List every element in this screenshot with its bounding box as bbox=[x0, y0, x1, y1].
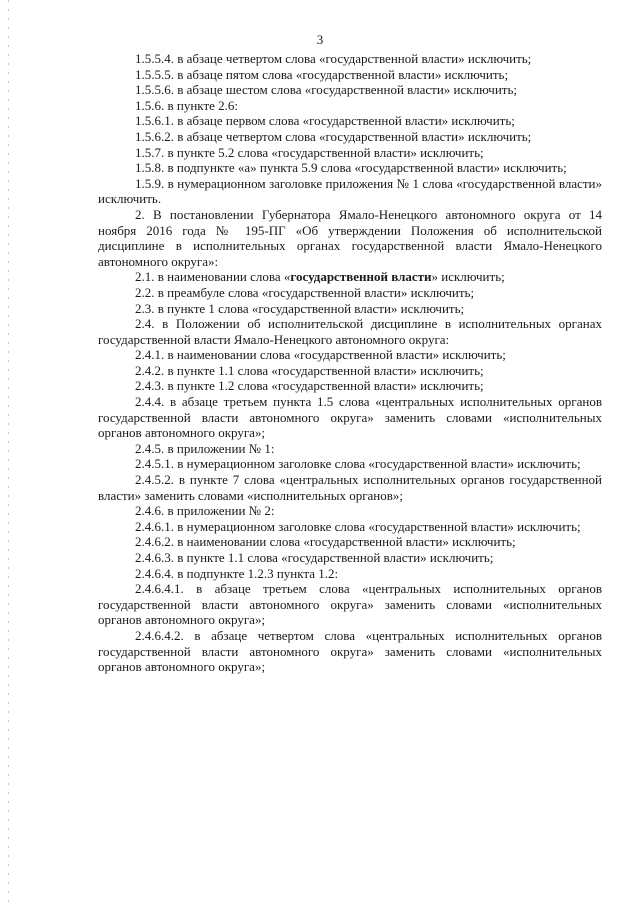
paragraph-2-1-tail: » исключить; bbox=[431, 269, 505, 285]
paragraph-1-5-5-4: 1.5.5.4. в абзаце четвертом слова «государственной власти» исключить; bbox=[135, 51, 532, 66]
paragraph-2-1-bold-phrase: государственной власти bbox=[290, 269, 432, 285]
paragraph-2-4-1: 2.4.1. в наименовании слова «государственной власти» исключить; bbox=[135, 347, 506, 363]
paragraph-2-4-6: 2.4.6. в приложении № 2: bbox=[135, 503, 275, 519]
paragraph-1-5-6: 1.5.6. в пункте 2.6: bbox=[135, 97, 239, 113]
paragraph-2-4-3: 2.4.3. в пункте 1.2 слова «государственной власти» исключить; bbox=[135, 378, 484, 394]
paragraph-1-5-9: 1.5.9. в нумерационном заголовке приложения № 1 слова «государственной власти» исключить. bbox=[98, 175, 602, 207]
paragraph-2-4-5: 2.4.5. в приложении № 1: bbox=[135, 440, 275, 456]
paragraph-2-4-4: 2.4.4. в абзаце третьем пункта 1.5 слова «центральных исполнительных органов государственной власти автономного округа» заменить словами «исполнительных органов автономного округа»; bbox=[98, 394, 602, 441]
paragraph-1-5-5-6: 1.5.5.6. в абзаце шестом слова «государственной власти» исключить; bbox=[135, 82, 518, 98]
paragraph-2-4-6-4-1: 2.4.6.4.1. в абзаце третьем слова «центральных исполнительных органов государственной власти автономного округа» заменить словами «исполнительных органов автономного округа»; bbox=[98, 581, 602, 628]
paragraph-2-1-lead: 2.1. в наименовании слова « bbox=[135, 269, 291, 285]
paragraph-1-5-8: 1.5.8. в подпункте «а» пункта 5.9 слова «государственной власти» исключить; bbox=[135, 160, 567, 176]
paragraph-2-3: 2.3. в пункте 1 слова «государственной власти» исключить; bbox=[135, 300, 465, 316]
paragraph-2-4-5-2: 2.4.5.2. в пункте 7 слова «центральных исполнительных органов государственной власти» заменить словами «исполнительных органов»; bbox=[98, 472, 602, 503]
page-number: 3 bbox=[316, 32, 324, 47]
paragraph-1-5-5-5: 1.5.5.5. в абзаце пятом слова «государственной власти» исключить; bbox=[135, 66, 509, 82]
scan-edge-artifact bbox=[8, 0, 9, 905]
paragraph-2-4-6-2: 2.4.6.2. в наименовании слова «государственной власти» исключить; bbox=[135, 534, 516, 550]
paragraph-2-2: 2.2. в преамбуле слова «государственной власти» исключить; bbox=[135, 284, 475, 300]
paragraph-1-5-7: 1.5.7. в пункте 5.2 слова «государственной власти» исключить; bbox=[135, 144, 484, 160]
paragraph-1-5-6-2: 1.5.6.2. в абзаце четвертом слова «государственной власти» исключить; bbox=[135, 128, 532, 144]
paragraph-2-4-6-3: 2.4.6.3. в пункте 1.1 слова «государственной власти» исключить; bbox=[135, 550, 494, 565]
paragraph-2: 2. В постановлении Губернатора Ямало-Ненецкого автономного округа от 14 ноября 2016 года № 195-ПГ «Об утверждении Положения об исполнительской дисциплине в исполнительных органах государственной власти Ямало-Ненецкого автономного округа»: bbox=[98, 206, 602, 269]
paragraph-2-1 bbox=[98, 269, 602, 285]
paragraph-2-4: 2.4. в Положении об исполнительской дисциплине в исполнительных органах государственной власти Ямало-Ненецкого автономного округа: bbox=[98, 316, 602, 347]
paragraph-2-4-6-1: 2.4.6.1. в нумерационном заголовке слова «государственной власти» исключить; bbox=[135, 518, 581, 534]
paragraph-2-4-5-1: 2.4.5.1. в нумерационном заголовке слова «государственной власти» исключить; bbox=[135, 456, 581, 472]
paragraph-2-4-2: 2.4.2. в пункте 1.1 слова «государственной власти» исключить; bbox=[135, 362, 484, 378]
document-body bbox=[98, 51, 602, 675]
paragraph-1-5-6-1: 1.5.6.1. в абзаце первом слова «государственной власти» исключить; bbox=[135, 113, 515, 129]
paragraph-2-4-6-4-2: 2.4.6.4.2. в абзаце четвертом слова «центральных исполнительных органов государственной власти автономного округа» заменить словами «исполнительных органов автономного округа»; bbox=[98, 627, 602, 675]
paragraph-2-4-6-4: 2.4.6.4. в подпункте 1.2.3 пункта 1.2: bbox=[135, 565, 339, 581]
